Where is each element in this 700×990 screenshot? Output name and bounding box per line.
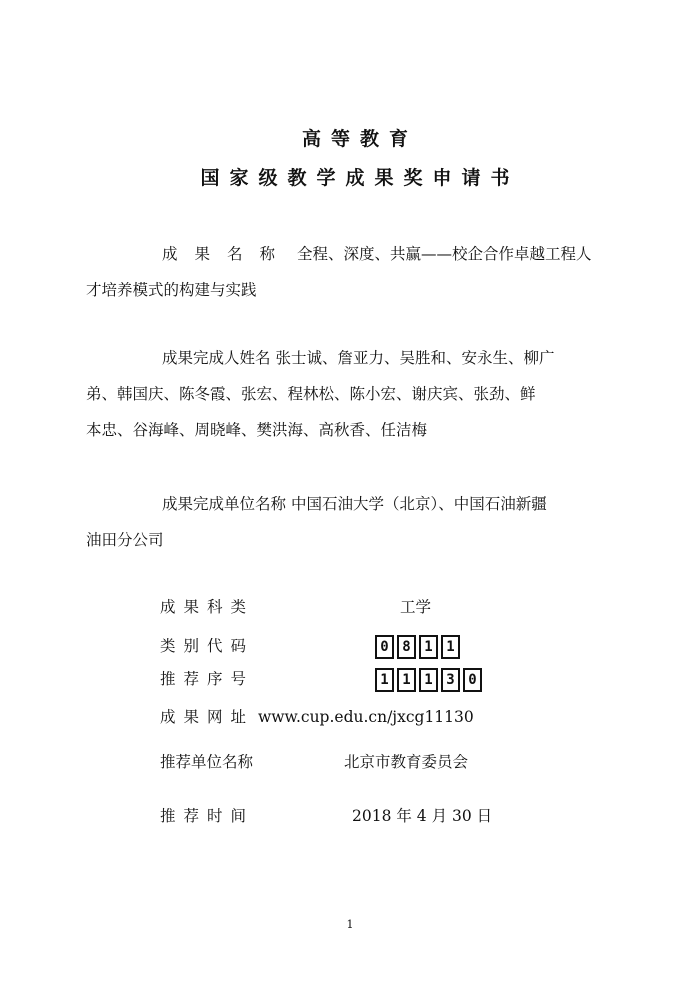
- completers-label: 成果完成人姓名: [162, 349, 271, 367]
- units-value-1: 中国石油大学（北京）、中国石油新疆: [290, 495, 547, 513]
- units-value-2: 油田分公司: [86, 531, 164, 549]
- title-line-2: 国家级教学成果奖申请书: [200, 167, 520, 189]
- recommend-digit: 1: [375, 668, 394, 692]
- recommend-digit: 1: [419, 668, 438, 692]
- category-code-row: [160, 633, 460, 659]
- code-digit: 0: [375, 635, 394, 659]
- category-code-label: 类别代码: [160, 637, 255, 655]
- completers-value-3: 本忠、谷海峰、周晓峰、樊洪海、高秋香、任洁梅: [86, 421, 428, 439]
- title-line-1: 高等教育: [301, 128, 418, 150]
- units-block: [86, 486, 626, 558]
- code-digit: 1: [441, 635, 460, 659]
- recommender-row: [160, 749, 468, 775]
- recommender-value: 北京市教育委员会: [344, 753, 469, 771]
- category-code-boxes: [375, 635, 460, 659]
- page-number: 1: [346, 918, 354, 931]
- recommend-digit: 0: [463, 668, 482, 692]
- website-label: 成果网址: [160, 708, 255, 726]
- units-label: 成果完成单位名称: [162, 495, 287, 513]
- completers-value-1: 张士诚、詹亚力、吴胜和、安永生、柳广: [275, 349, 555, 367]
- recommend-no-row: [160, 666, 482, 692]
- achievement-name-value-2: 才培养模式的构建与实践: [86, 281, 257, 299]
- completers-value-2: 弟、韩国庆、陈冬霞、张宏、程林松、陈小宏、谢庆宾、张劲、鲜: [86, 385, 536, 403]
- recommend-digit: 3: [441, 668, 460, 692]
- website-row: [160, 704, 474, 730]
- recommender-label: 推荐单位名称: [160, 753, 254, 771]
- category-value: 工学: [400, 598, 432, 616]
- recommend-no-boxes: [375, 668, 482, 692]
- achievement-name-value-1: 全程、深度、共赢——校企合作卓越工程人: [296, 245, 592, 263]
- category-row: [160, 594, 431, 620]
- code-digit: 8: [397, 635, 416, 659]
- category-label: 成果科类: [160, 598, 255, 616]
- recommend-no-label: 推荐序号: [160, 670, 255, 688]
- recommend-digit: 1: [397, 668, 416, 692]
- recommend-date-label: 推荐时间: [160, 807, 255, 825]
- website-value[interactable]: www.cup.edu.cn/jxcg11130: [258, 708, 474, 726]
- completers-block: [86, 340, 626, 448]
- code-digit: 1: [419, 635, 438, 659]
- achievement-name-label: 成果名称: [162, 245, 293, 263]
- recommend-date-value: 2018 年 4 月 30 日: [352, 807, 493, 825]
- achievement-name-block: [86, 236, 626, 308]
- recommend-date-row: [160, 803, 492, 829]
